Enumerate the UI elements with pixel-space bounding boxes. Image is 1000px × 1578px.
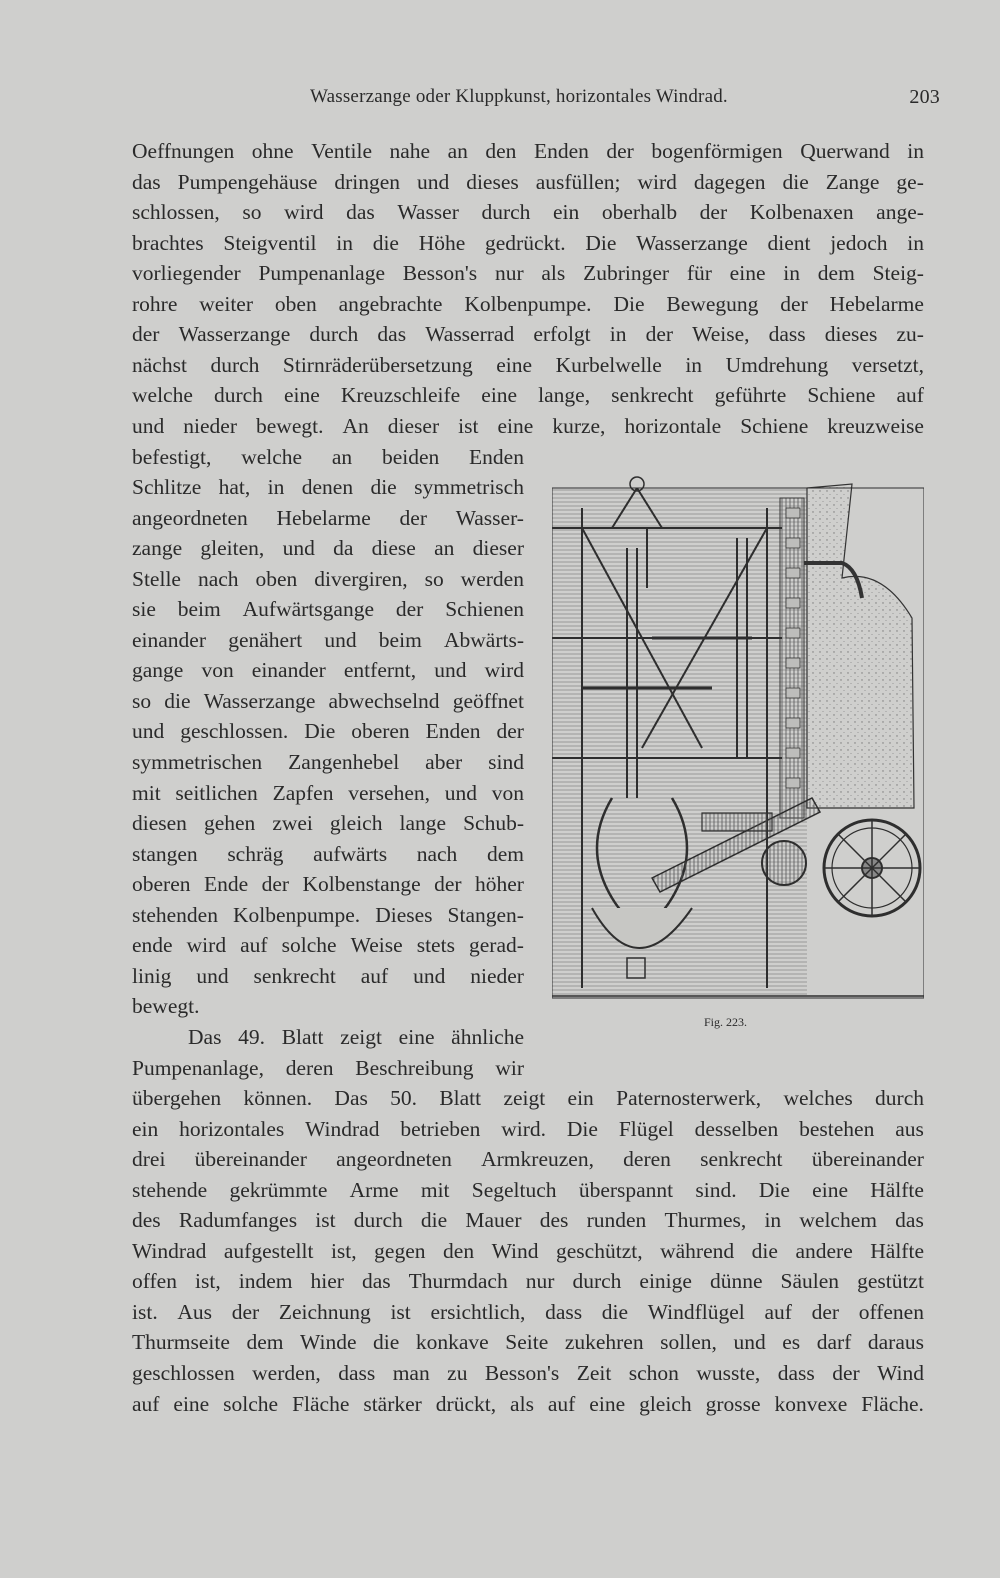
text-line: bewegt. xyxy=(132,994,200,1019)
text-line: Das 49. Blatt zeigt eine ähnliche xyxy=(188,1024,524,1049)
text-line: drei übereinander angeordneten Armkreuzen, deren senkrecht übereinander xyxy=(132,1147,924,1172)
text-line: und geschlossen. Die oberen Enden der xyxy=(132,719,524,744)
text-line: gange von einander entfernt, und wird xyxy=(132,658,524,683)
figure-223-engraving xyxy=(552,468,924,1000)
text-line: symmetrischen Zangenhebel aber sind xyxy=(132,750,524,774)
text-line: stangen schräg aufwärts nach dem xyxy=(132,841,524,866)
text-line: angeordneten Hebelarme der Wasser- xyxy=(132,505,524,530)
text-line: Oeffnungen ohne Ventile nahe an den Enden der bogenförmigen Querwand in xyxy=(132,139,924,163)
text-line: Pumpenanlage, deren Beschreibung wir xyxy=(132,1055,524,1080)
text-line: diesen gehen zwei gleich lange Schub- xyxy=(132,811,524,836)
text-line: auf eine solche Fläche stärker drückt, als auf eine gleich grosse konvexe Fläche. xyxy=(132,1391,924,1416)
figure-caption: Fig. 223. xyxy=(704,1015,748,1029)
text-line: befestigt, welche an beiden Enden xyxy=(132,444,524,469)
text-line: und nieder bewegt. An dieser ist eine kurze, horizontale Schiene kreuzweise xyxy=(132,413,924,438)
text-line: ende wird auf solche Weise stets gerad- xyxy=(132,933,524,958)
pump-machinery-illustration xyxy=(552,468,924,1000)
text-line: geschlossen werden, dass man zu Besson's Zeit schon wusste, dass der Wind xyxy=(132,1361,924,1385)
text-line: vorliegender Pumpenanlage Besson's nur als Zubringer für eine in dem Steig- xyxy=(132,261,924,286)
text-line: des Radumfanges ist durch die Mauer des runden Thurmes, in welchem das xyxy=(132,1208,924,1233)
text-line: sie beim Aufwärtsgange der Schienen xyxy=(132,597,524,622)
page-number: 203 xyxy=(909,86,940,108)
text-line: Stelle nach oben divergiren, so werden xyxy=(132,566,524,591)
text-line: Windrad aufgestellt ist, gegen den Wind geschützt, während die andere Hälfte xyxy=(132,1238,924,1263)
text-line: brachtes Steigventil in die Höhe gedrückt. Die Wasserzange dient jedoch in xyxy=(132,230,924,255)
running-header xyxy=(132,86,940,116)
text-line: Thurmseite dem Winde die konkave Seite zukehren sollen, und es darf daraus xyxy=(132,1330,924,1355)
text-line: das Pumpengehäuse dringen und dieses ausfüllen; wird dagegen die Zange ge- xyxy=(132,169,924,194)
text-line: Schlitze hat, in denen die symmetrisch xyxy=(132,475,524,500)
text-line: mit seitlichen Zapfen versehen, und von xyxy=(132,780,524,805)
running-title: Wasserzange oder Kluppkunst, horizontales Windrad. xyxy=(310,86,728,107)
text-line: offen ist, indem hier das Thurmdach nur durch einige dünne Säulen gestützt xyxy=(132,1269,924,1294)
text-line: linig und senkrecht auf und nieder xyxy=(132,963,524,988)
text-line: zange gleiten, und da diese an dieser xyxy=(132,536,524,561)
text-line: rohre weiter oben angebrachte Kolbenpumpe. Die Bewegung der Hebelarme xyxy=(132,291,924,316)
text-line: übergehen können. Das 50. Blatt zeigt ein Paternosterwerk, welches durch xyxy=(132,1086,924,1111)
text-line: einander genähert und beim Abwärts- xyxy=(132,627,524,652)
text-line: der Wasserzange durch das Wasserrad erfolgt in der Weise, dass dieses zu- xyxy=(132,322,924,347)
text-line: ist. Aus der Zeichnung ist ersichtlich, dass die Windflügel auf der offenen xyxy=(132,1299,924,1324)
text-line: stehenden Kolbenpumpe. Dieses Stangen- xyxy=(132,902,524,927)
text-line: nächst durch Stirnräderübersetzung eine Kurbelwelle in Umdrehung versetzt, xyxy=(132,352,924,377)
text-line: welche durch eine Kreuzschleife eine lange, senkrecht geführte Schiene auf xyxy=(132,383,924,408)
text-line: so die Wasserzange abwechselnd geöffnet xyxy=(132,688,524,713)
text-line: stehende gekrümmte Arme mit Segeltuch überspannt sind. Die eine Hälfte xyxy=(132,1177,924,1202)
text-line: schlossen, so wird das Wasser durch ein oberhalb der Kolbenaxen ange- xyxy=(132,200,924,225)
text-line: oberen Ende der Kolbenstange der höher xyxy=(132,872,524,897)
text-line: ein horizontales Windrad betrieben wird. Die Flügel desselben bestehen aus xyxy=(132,1116,924,1141)
